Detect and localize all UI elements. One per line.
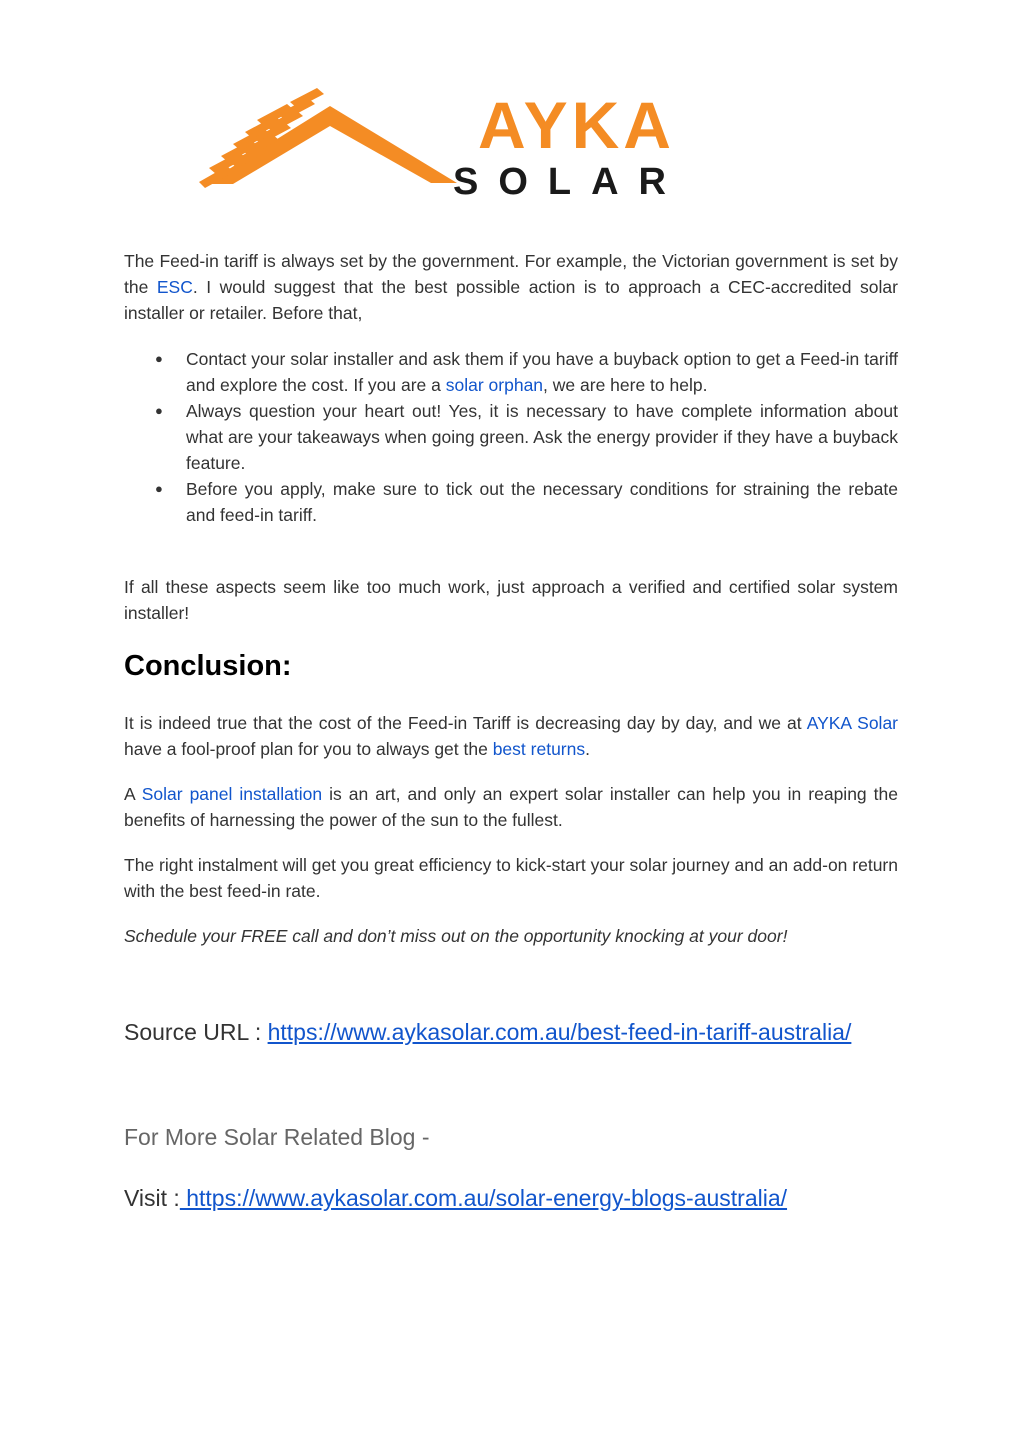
list-item: ● Contact your solar installer and ask them if you have a buyback option to get a Feed-in tariff and explore the cost. If you are a solar orphan, we are here to help. [186, 346, 898, 398]
solar-orphan-link[interactable]: solar orphan [445, 375, 544, 395]
logo-solar-text: SOLAR [453, 161, 686, 203]
esc-link[interactable]: ESC [156, 277, 193, 297]
solar-roof-logo-icon [195, 88, 755, 206]
best-returns-link[interactable]: best returns [492, 739, 586, 759]
source-url-link[interactable]: https://www.aykasolar.com.au/best-feed-in-tariff-australia/ [267, 1019, 852, 1045]
intro-paragraph: The Feed-in tariff is always set by the government. For example, the Victorian government is set by the ESC. I would suggest that the best possible action is to approach a CEC-accredited solar installer or retailer. Before that, [124, 251, 898, 323]
logo-ayka-text: AYKA [478, 88, 675, 162]
tips-list [124, 346, 898, 528]
conclusion-paragraph-2: A Solar panel installation is an art, and only an expert solar installer can help you in reaping the benefits of harnessing the power of the sun to the fullest. [124, 784, 898, 830]
visit-line: Visit : https://www.aykasolar.com.au/solar-energy-blogs-australia/ [124, 1185, 788, 1211]
ayka-solar-link[interactable]: AYKA Solar [806, 713, 899, 733]
solar-panel-installation-link[interactable]: Solar panel installation [141, 784, 323, 804]
conclusion-paragraph-3: The right instalment will get you great efficiency to kick-start your solar journey and an add-on return with the best feed-in rate. [124, 855, 898, 901]
ayka-solar-logo [195, 88, 755, 206]
list-item: ● Always question your heart out! Yes, it is necessary to have complete information about what are your takeaways when going green. Ask the energy provider if they have a buyback feature. [186, 398, 898, 476]
conclusion-paragraph-1: It is indeed true that the cost of the Feed-in Tariff is decreasing day by day, and we at AYKA Solar have a fool-proof plan for you to always get the best returns. [124, 713, 899, 759]
more-blogs-label: For More Solar Related Blog - [124, 1124, 430, 1150]
list-item: ● Before you apply, make sure to tick out the necessary conditions for straining the rebate and feed-in tariff. [186, 476, 898, 528]
article-body [124, 248, 898, 949]
source-url-line: Source URL : https://www.aykasolar.com.au/best-feed-in-tariff-australia/ [124, 1019, 852, 1045]
work-paragraph: If all these aspects seem like too much work, just approach a verified and certified solar system installer! [124, 577, 898, 623]
call-to-action: Schedule your FREE call and don’t miss out on the opportunity knocking at your door! [124, 926, 788, 946]
blogs-url-link[interactable]: https://www.aykasolar.com.au/solar-energy-blogs-australia/ [179, 1185, 788, 1211]
conclusion-heading: Conclusion: [124, 650, 292, 682]
